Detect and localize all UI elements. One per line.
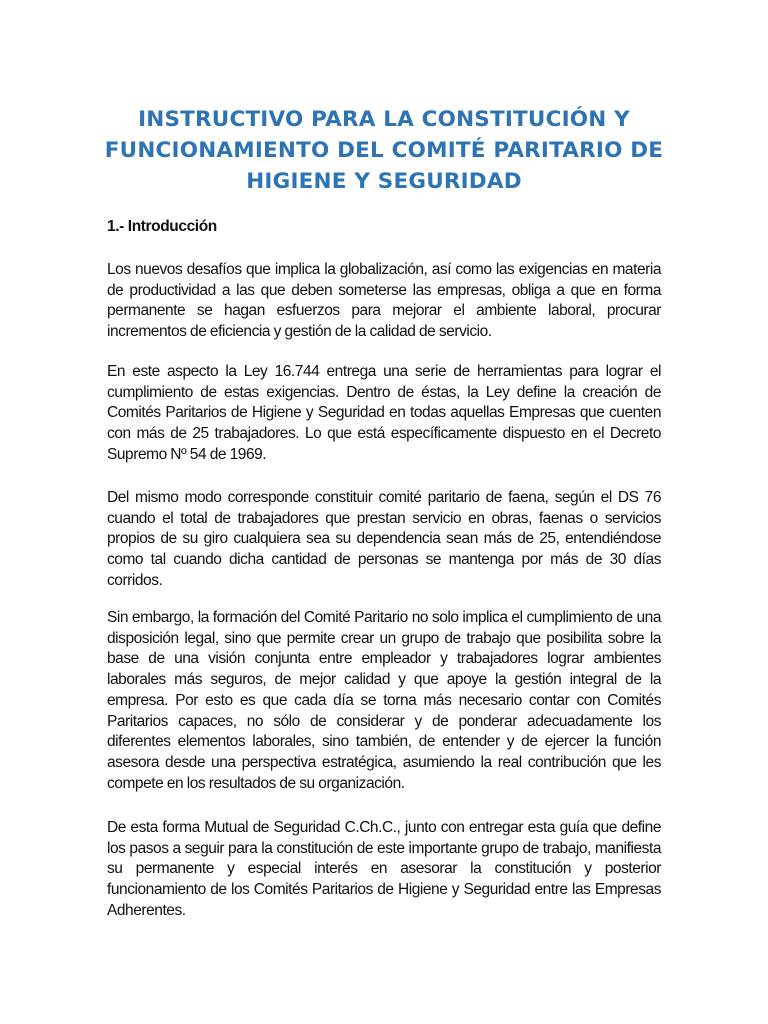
paragraph-intro: Los nuevos desafíos que implica la globalización, así como las exigencias en materia de productividad a las que deben someterse las empresas, obliga a que en forma permanente se hagan esfuerzos para mejorar el ambiente laboral, procurar incrementos de eficiencia y gestión de la calidad de servicio. [107,261,661,341]
section-heading: 1.- Introducción [107,218,217,235]
paragraph-mutual: De esta forma Mutual de Seguridad C.Ch.C., junto con entregar esta guía que define los pasos a seguir para la constitución de este importante grupo de trabajo, manifiesta su permanente y especial interés en asesorar la constitución y posterior funcionamiento de los Comités Paritarios de Higiene y Seguridad entre las Empresas Adherentes. [107,819,661,919]
paragraph-faena: Del mismo modo corresponde constituir comité paritario de faena, según el DS 76 cuando el total de trabajadores que prestan servicio en obras, faenas o servicios propios de su giro cualquiera sea su dependencia sean más de 25, entendiéndose como tal cuando dicha cantidad de personas se mantenga por más de 30 días corridos. [107,489,661,589]
document-title: INSTRUCTIVO PARA LA CONSTITUCIÓN Y FUNCIONAMIENTO DEL COMITÉ PARITARIO DE HIGIENE Y SEGURIDAD [104,107,664,194]
paragraph-purpose: Sin embargo, la formación del Comité Paritario no solo implica el cumplimiento de una disposición legal, sino que permite crear un grupo de trabajo que posibilita sobre la base de una visión conjunta entre empleador y trabajadores lograr ambientes laborales más seguros, de mejor calidad y que apoye la gestión integral de la empresa. Por esto es que cada día se torna más necesario contar con Comités Paritarios capaces, no sólo de considerar y de ponderar adecuadamente los diferentes elementos laborales, sino también, de entender y de ejercer la función asesora desde una perspectiva estratégica, asumiendo la real contribución que les compete en los resultados de su organización. [107,609,661,792]
paragraph-law: En este aspecto la Ley 16.744 entrega una serie de herramientas para lograr el cumplimiento de estas exigencias. Dentro de éstas, la Ley define la creación de Comités Paritarios de Higiene y Seguridad en todas aquellas Empresas que cuenten con más de 25 trabajadores. Lo que está específicamente dispuesto en el Decreto Supremo Nº 54 de 1969. [107,363,661,463]
